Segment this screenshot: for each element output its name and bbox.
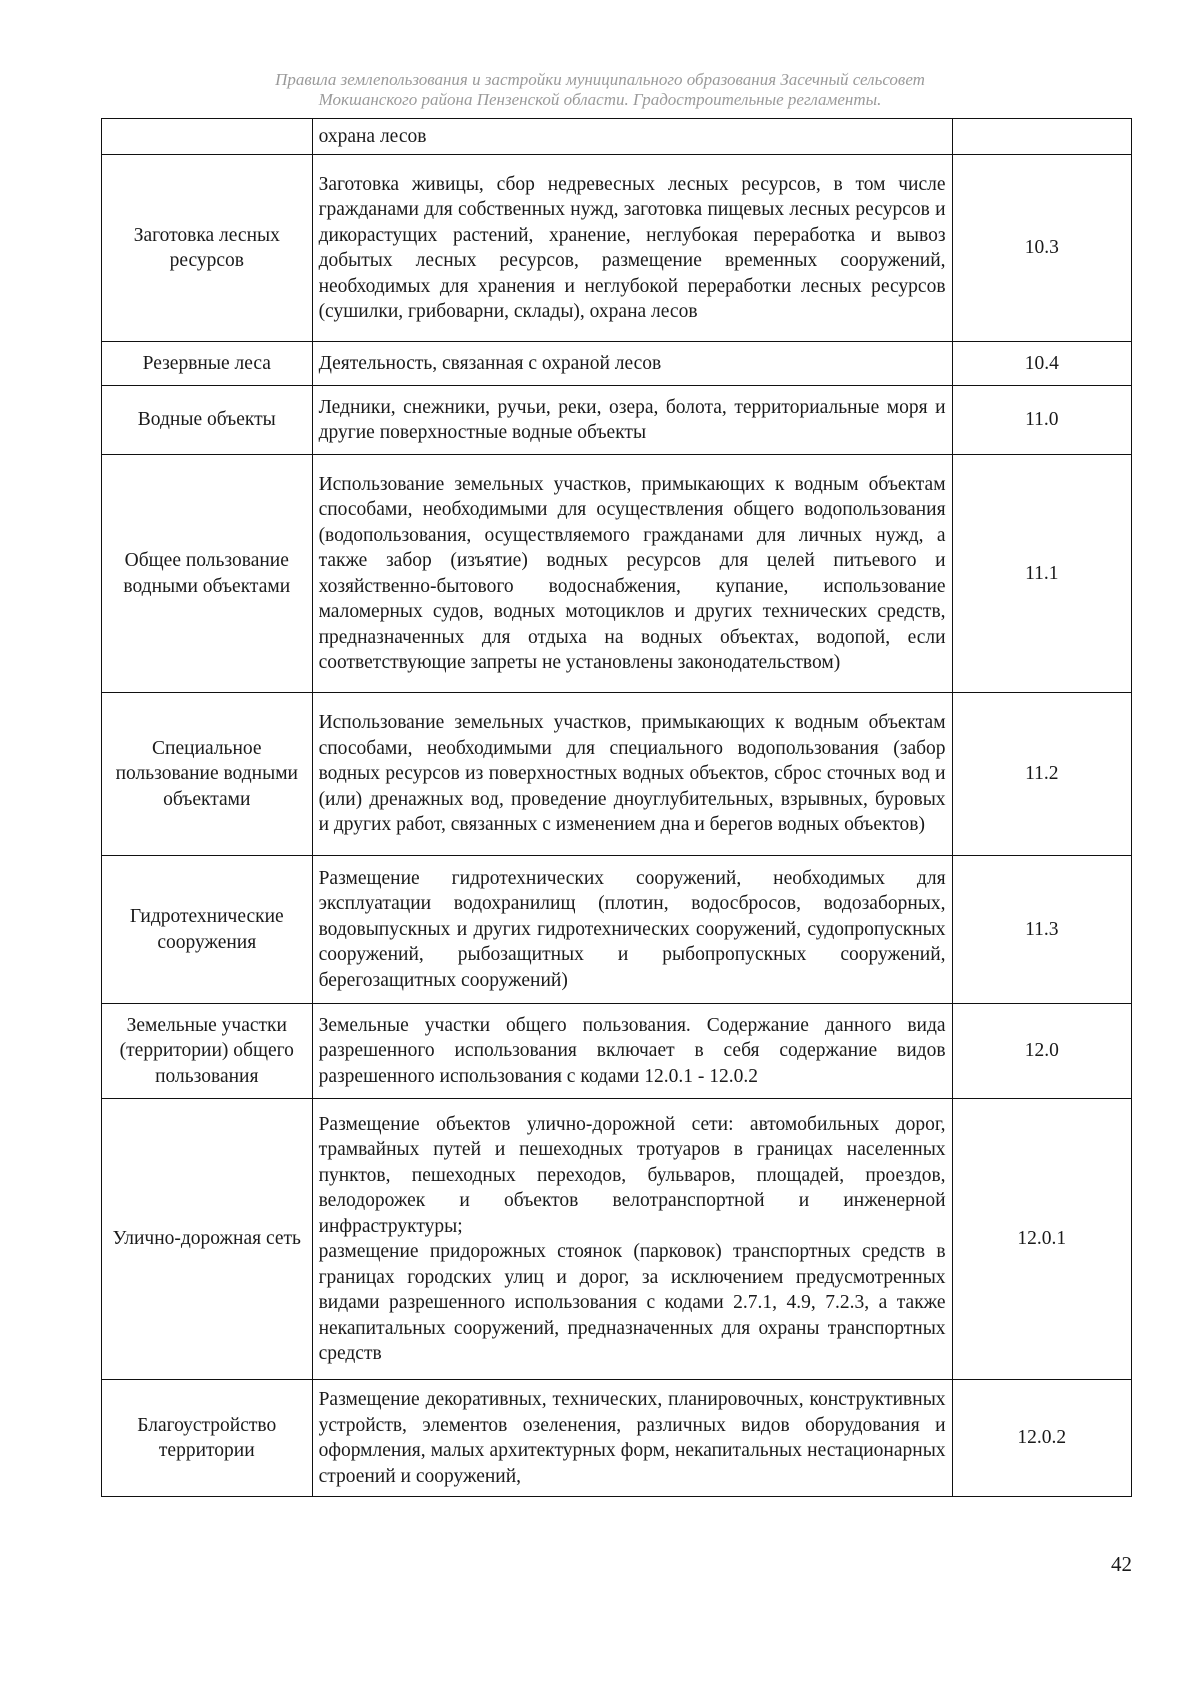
use-description-cell: Ледники, снежники, ручьи, реки, озера, болота, территориальные моря и другие поверхностные водные объекты [312, 386, 952, 455]
use-name-cell: Общее пользование водными объектами [102, 455, 313, 693]
table-row [102, 155, 1132, 342]
use-description-paragraph: размещение придорожных стоянок (парковок) транспортных средств в границах городских улиц и дорог, за исключением предусмотренных видами разрешенного использования с кодами 2.7.1, 4.9, 7.2.3, а также некапитальных сооружений, предназначенных для охраны транспортных средств [318, 1241, 946, 1364]
use-name-cell: Резервные леса [102, 342, 313, 386]
use-description-cell: Размещение гидротехнических сооружений, необходимых для эксплуатации водохранилищ (плотин, водосбросов, водозаборных, водовыпускных и других гидротехнических сооружений, судопропускных сооружений, рыбозащитных и рыбопропускных сооружений, берегозащитных сооружений) [312, 856, 952, 1004]
use-name-cell: Улично-дорожная сеть [102, 1099, 313, 1380]
use-code-cell: 11.2 [952, 693, 1131, 856]
use-code-cell: 11.3 [952, 856, 1131, 1004]
use-description-paragraph: Размещение объектов улично-дорожной сети: автомобильных дорог, трамвайных путей и пешеходных тротуаров в границах населенных пунктов, пешеходных переходов, бульваров, площадей, проездов, велодорожек и объектов велотранспортной и инженерной инфраструктуры; [318, 1113, 946, 1237]
use-name-cell: Земельные участки (территории) общего пользования [102, 1004, 313, 1099]
land-use-table [101, 118, 1132, 1497]
table-row [102, 856, 1132, 1004]
table-row [102, 1099, 1132, 1380]
use-description-cell: Использование земельных участков, примыкающих к водным объектам способами, необходимыми для специального водопользования (забор водных ресурсов из поверхностных водных объектов, сброс сточных вод и (или) дренажных вод, проведение дноуглубительных, взрывных, буровых и других работ, связанных с изменением дна и берегов водных объектов) [312, 693, 952, 856]
table-row [102, 342, 1132, 386]
use-description-cell: Заготовка живицы, сбор недревесных лесных ресурсов, в том числе гражданами для собственных нужд, заготовка пищевых лесных ресурсов и дикорастущих растений, хранение, неглубокая переработка и вывоз добытых лесных ресурсов, размещение временных сооружений, необходимых для хранения и неглубокой переработки лесных ресурсов (сушилки, грибоварни, склады), охрана лесов [312, 155, 952, 342]
use-name-cell: Благоустройство территории [102, 1380, 313, 1497]
use-code-cell: 12.0 [952, 1004, 1131, 1099]
running-header-line-1: Правила землепользования и застройки муниципального образования Засечный сельсовет [275, 70, 925, 89]
use-description-cell: Размещение декоративных, технических, планировочных, конструктивных устройств, элементов озеленения, различных видов оборудования и оформления, малых архитектурных форм, некапитальных нестационарных строений и сооружений, [312, 1380, 952, 1497]
page-number: 42 [1111, 1552, 1132, 1576]
use-description-cell [312, 1099, 952, 1380]
use-name-cell: Водные объекты [102, 386, 313, 455]
use-code-cell: 12.0.1 [952, 1099, 1131, 1380]
table-row [102, 386, 1132, 455]
use-code-cell: 12.0.2 [952, 1380, 1131, 1497]
use-name-cell: Гидротехнические сооружения [102, 856, 313, 1004]
use-code-cell: 10.3 [952, 155, 1131, 342]
running-header [100, 70, 1100, 110]
use-code-cell: 11.0 [952, 386, 1131, 455]
table-row [102, 1004, 1132, 1099]
use-name-cell [102, 119, 313, 155]
use-code-cell [952, 119, 1131, 155]
use-description-cell: Земельные участки общего пользования. Содержание данного вида разрешенного использования включает в себя содержание видов разрешенного использования с кодами 12.0.1 - 12.0.2 [312, 1004, 952, 1099]
running-header-line-2: Мокшанского района Пензенской области. Градостроительные регламенты. [318, 90, 882, 109]
use-name-cell: Специальное пользование водными объектами [102, 693, 313, 856]
use-code-cell: 10.4 [952, 342, 1131, 386]
use-description-cell: Деятельность, связанная с охраной лесов [312, 342, 952, 386]
use-description-cell: Использование земельных участков, примыкающих к водным объектам способами, необходимыми для осуществления общего водопользования (водопользования, осуществляемого гражданами для личных нужд, а также забор (изъятие) водных ресурсов для целей питьевого и хозяйственно-бытового водоснабжения, купание, использование маломерных судов, водных мотоциклов и других технических средств, предназначенных для отдыха на водных объектах, водопой, если соответствующие запреты не установлены законодательством) [312, 455, 952, 693]
table-row [102, 119, 1132, 155]
table-row [102, 693, 1132, 856]
use-name-cell: Заготовка лесных ресурсов [102, 155, 313, 342]
table-row [102, 1380, 1132, 1497]
use-code-cell: 11.1 [952, 455, 1131, 693]
use-description-cell: охрана лесов [312, 119, 952, 155]
table-row [102, 455, 1132, 693]
